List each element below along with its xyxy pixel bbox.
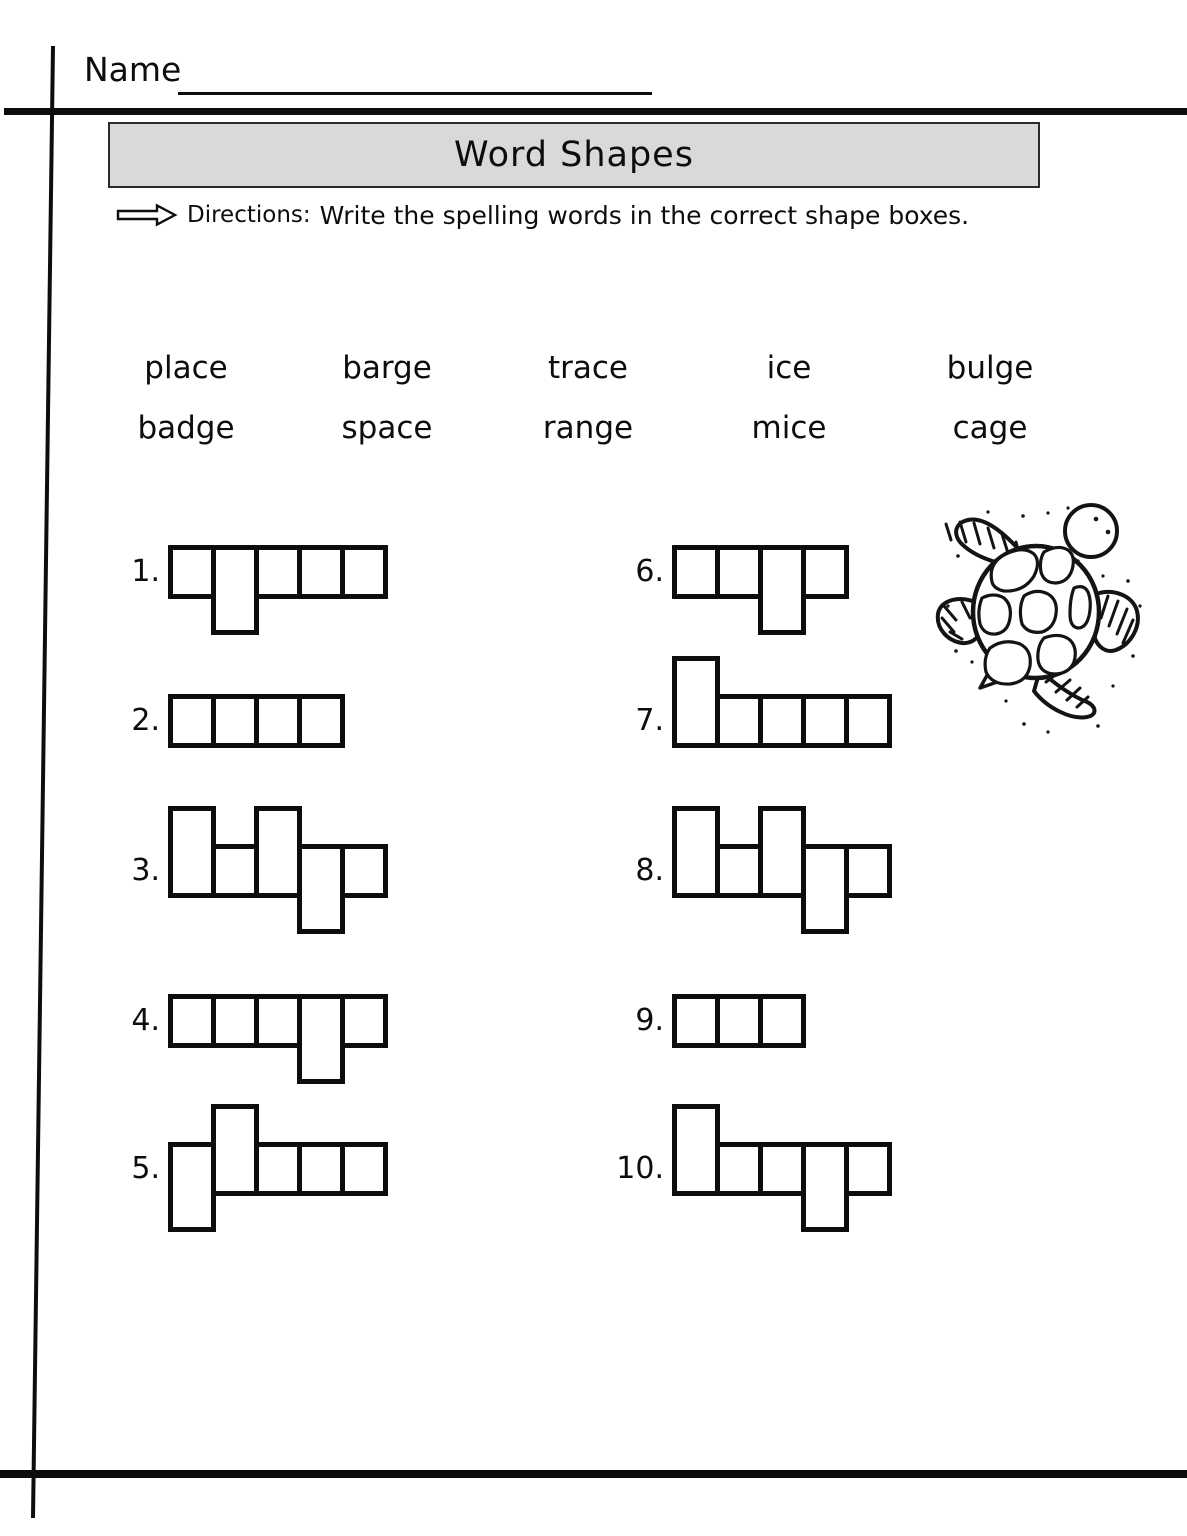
letter-cell-descender[interactable]	[801, 1142, 849, 1232]
word-bank-word-barge: barge	[342, 350, 432, 386]
letter-cell-normal[interactable]	[254, 994, 302, 1048]
letter-cell-normal[interactable]	[715, 994, 763, 1048]
letter-cell-normal[interactable]	[297, 545, 345, 599]
title-banner	[108, 122, 1040, 188]
word-bank-word-place: place	[144, 350, 228, 386]
shape-number-8: 8.	[635, 853, 664, 888]
letter-cell-normal[interactable]	[715, 694, 763, 748]
top-rule-line	[4, 108, 1187, 115]
word-bank-word-trace: trace	[547, 350, 629, 386]
bottom-rule-line	[0, 1470, 1187, 1478]
directions-row	[116, 198, 969, 232]
letter-cell-normal[interactable]	[844, 844, 892, 898]
letter-cell-ascender[interactable]	[758, 806, 806, 898]
left-margin-line	[0, 0, 80, 1536]
letter-cell-normal[interactable]	[758, 1142, 806, 1196]
letter-cell-ascender[interactable]	[211, 1104, 259, 1196]
shape-number-9: 9.	[635, 1003, 664, 1038]
letter-cell-normal[interactable]	[211, 844, 259, 898]
word-bank-word-mice: mice	[751, 410, 827, 446]
shape-number-4: 4.	[131, 1003, 160, 1038]
letter-cell-normal[interactable]	[758, 694, 806, 748]
letter-cell-normal[interactable]	[297, 694, 345, 748]
word-bank-word-range: range	[542, 410, 634, 446]
letter-cell-normal[interactable]	[758, 994, 806, 1048]
letter-cell-ascender[interactable]	[168, 806, 216, 898]
shape-number-6: 6.	[635, 554, 664, 589]
letter-cell-normal[interactable]	[715, 1142, 763, 1196]
name-underline[interactable]	[178, 56, 652, 95]
shape-number-5: 5.	[131, 1151, 160, 1186]
letter-cell-descender[interactable]	[297, 994, 345, 1084]
shape-number-2: 2.	[131, 703, 160, 738]
word-bank-word-cage: cage	[952, 410, 1028, 446]
letter-cell-descender[interactable]	[211, 545, 259, 635]
shape-number-3: 3.	[131, 853, 160, 888]
letter-cell-normal[interactable]	[340, 545, 388, 599]
letter-cell-normal[interactable]	[844, 694, 892, 748]
letter-cell-descender[interactable]	[758, 545, 806, 635]
letter-cell-normal[interactable]	[254, 1142, 302, 1196]
right-arrow-icon	[116, 203, 178, 227]
letter-cell-normal[interactable]	[168, 994, 216, 1048]
letter-cell-normal[interactable]	[254, 694, 302, 748]
letter-cell-normal[interactable]	[801, 545, 849, 599]
letter-cell-normal[interactable]	[168, 545, 216, 599]
letter-cell-normal[interactable]	[844, 1142, 892, 1196]
directions-text: Write the spelling words in the correct shape boxes.	[319, 200, 970, 230]
word-bank-word-bulge: bulge	[946, 350, 1034, 386]
shape-number-1: 1.	[131, 554, 160, 589]
letter-cell-normal[interactable]	[340, 1142, 388, 1196]
letter-cell-normal[interactable]	[254, 545, 302, 599]
letter-cell-ascender[interactable]	[672, 1104, 720, 1196]
letter-cell-normal[interactable]	[672, 545, 720, 599]
letter-cell-normal[interactable]	[340, 844, 388, 898]
shape-number-7: 7.	[635, 703, 664, 738]
letter-cell-descender[interactable]	[801, 844, 849, 934]
letter-cell-normal[interactable]	[211, 694, 259, 748]
letter-cell-ascender[interactable]	[672, 806, 720, 898]
name-label: Name	[84, 50, 182, 89]
letter-cell-ascender[interactable]	[672, 656, 720, 748]
word-bank-word-badge: badge	[137, 410, 235, 446]
letter-cell-descender[interactable]	[168, 1142, 216, 1232]
letter-cell-descender[interactable]	[297, 844, 345, 934]
letter-cell-normal[interactable]	[340, 994, 388, 1048]
letter-cell-normal[interactable]	[297, 1142, 345, 1196]
letter-cell-normal[interactable]	[672, 994, 720, 1048]
word-bank-word-ice: ice	[766, 350, 812, 386]
page-title: Word Shapes	[454, 135, 694, 175]
shape-number-10: 10.	[616, 1151, 664, 1186]
letter-cell-normal[interactable]	[715, 545, 763, 599]
letter-cell-normal[interactable]	[715, 844, 763, 898]
word-bank-word-space: space	[341, 410, 433, 446]
letter-cell-normal[interactable]	[211, 994, 259, 1048]
sea-turtle-illustration	[928, 486, 1158, 756]
letter-cell-normal[interactable]	[801, 694, 849, 748]
letter-cell-normal[interactable]	[168, 694, 216, 748]
directions-label: Directions:	[187, 202, 311, 228]
letter-cell-ascender[interactable]	[254, 806, 302, 898]
